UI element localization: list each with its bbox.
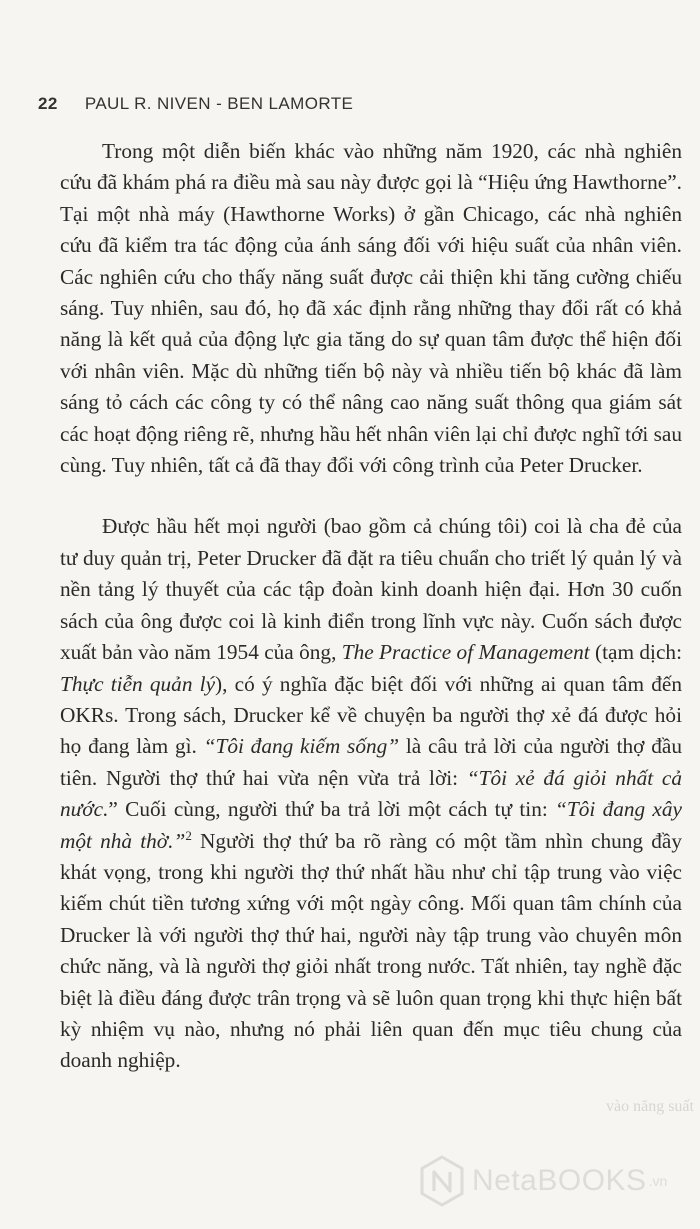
netabooks-hexagon-logo-icon: [418, 1154, 466, 1208]
watermark-brand: NetaBOOKS: [472, 1164, 647, 1197]
paragraph-2: [60, 511, 682, 1076]
running-header: [38, 94, 353, 114]
paragraph-2-text: là câu trả lời của người thợ đầu tiên. Người thợ thứ hai vừa nện vừa trả lời:: [60, 734, 682, 790]
watermark-domain: .vn: [648, 1173, 668, 1189]
paragraph-2-text: ), có ý nghĩa đặc biệt đối với những ai quan tâm đến OKRs. Trong sách, Drucker kể về chuyện ba người thợ xẻ đá được hỏi họ đang làm gì.: [60, 671, 682, 759]
page-number: 22: [38, 94, 58, 113]
header-author: PAUL R. NIVEN - BEN LAMORTE: [84, 94, 354, 113]
book-title-translation: Thực tiễn quản lý: [60, 671, 216, 696]
quote-third-worker: “Tôi đang xây một nhà thờ.”: [60, 797, 682, 853]
watermark: [418, 1154, 667, 1208]
body-text: [60, 136, 682, 1077]
bleed-through-text: vào năng suất: [606, 1098, 694, 1115]
quote-second-worker: “Tôi xẻ đá giỏi nhất cả nước.: [60, 765, 683, 822]
paragraph-2-text: (tạm dịch:: [589, 640, 682, 665]
paragraph-2-text: Người thợ thứ ba rõ ràng có một tầm nhìn chung đầy khát vọng, trong khi người thợ thứ nhất hầu như chỉ tập trung vào việc kiếm chút tiền tương xứng với một ngày công. Mối quan tâm chính của Drucker là với người thợ thứ hai, người này tập trung vào chuyên môn chức năng, và là người thợ giỏi nhất trong nước. Tất nhiên, tay nghề đặc biệt là điều đáng được trân trọng và sẽ luôn quan trọng khi thực hiện bất kỳ nhiệm vụ nào, nhưng nó phải liên quan đến mục tiêu chung của doanh nghiệp.: [60, 828, 682, 1073]
paragraph-2-text: ” Cuối cùng, người thứ ba trả lời một cách tự tin:: [108, 797, 556, 822]
quote-first-worker: “Tôi đang kiếm sống”: [203, 734, 400, 759]
paragraph-1: Trong một diễn biến khác vào những năm 1920, các nhà nghiên cứu đã khám phá ra điều mà sau này được gọi là “Hiệu ứng Hawthorne”. Tại một nhà máy (Hawthorne Works) ở gần Chicago, các nhà nghiên cứu đã kiểm tra tác động của ánh sáng đối với hiệu suất của nhân viên. Các nghiên cứu cho thấy năng suất được cải thiện khi tăng cường chiếu sáng. Tuy nhiên, sau đó, họ đã xác định rằng những thay đổi rất có khả năng là kết quả của động lực gia tăng do sự quan tâm được thể hiện đối với nhân viên. Mặc dù những tiến bộ này và nhiều tiến bộ khác đã làm sáng tỏ cách các công ty có thể nâng cao năng suất thông qua giám sát các hoạt động riêng rẽ, nhưng hầu hết nhân viên lại chỉ được nghĩ tới sau cùng. Tuy nhiên, tất cả đã thay đổi với công trình của Peter Drucker.: [60, 139, 682, 478]
footnote-marker: 2: [185, 827, 192, 843]
book-title: The Practice of Management: [341, 640, 590, 665]
paragraph-2-text: Được hầu hết mọi người (bao gồm cả chúng tôi) coi là cha đẻ của tư duy quản trị, Peter Drucker đã đặt ra tiêu chuẩn cho triết lý quản lý và nền tảng lý thuyết của các tập đoàn kinh doanh hiện đại. Hơn 30 cuốn sách của ông được coi là kinh điển trong lĩnh vực này. Cuốn sách được xuất bản vào năm 1954 của ông,: [60, 514, 682, 665]
